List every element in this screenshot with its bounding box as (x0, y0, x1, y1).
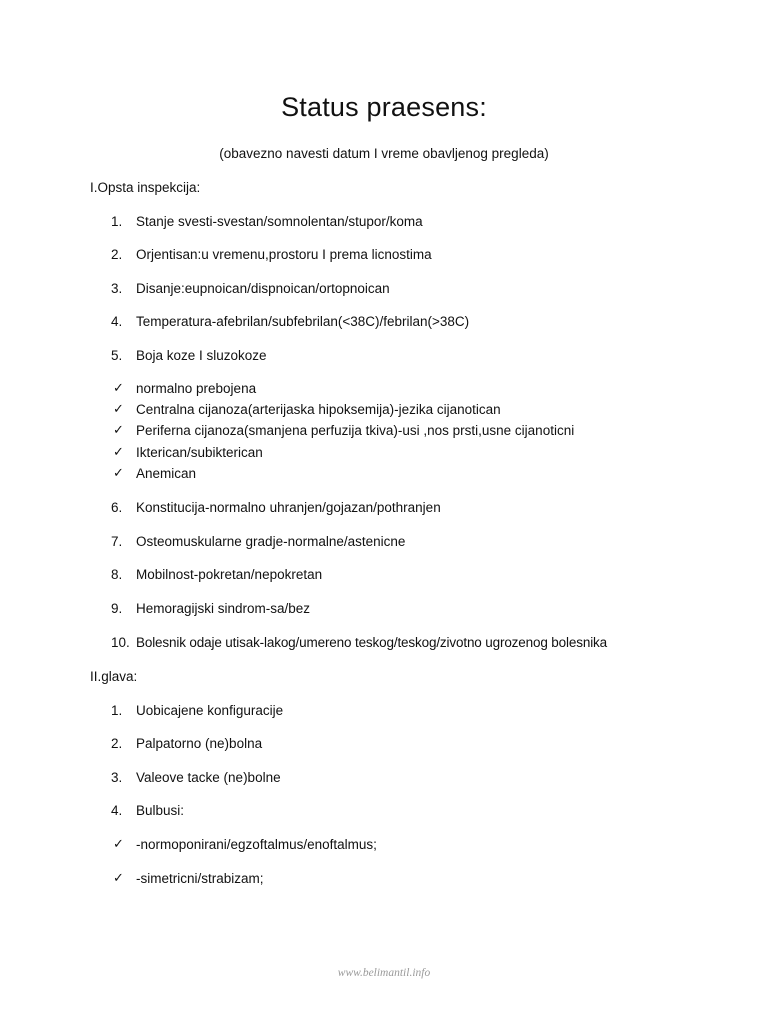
checkmark-icon: ✓ (113, 444, 124, 459)
check-text: Anemican (136, 466, 197, 481)
item-number: 1. (111, 703, 123, 718)
checkmark-icon: ✓ (113, 465, 124, 480)
item-text: Valeove tacke (ne)bolne (136, 770, 281, 785)
check-text: normalno prebojena (136, 381, 257, 396)
item-text: Temperatura-afebrilan/subfebrilan(<38C)/febrilan(>38C) (136, 314, 470, 329)
item-number: 1. (111, 214, 123, 229)
checkmark-icon: ✓ (113, 380, 124, 395)
item-text: Stanje svesti-svestan/somnolentan/stupor/koma (136, 214, 423, 229)
item-number: 2. (111, 247, 123, 262)
checkmark-icon: ✓ (113, 401, 124, 416)
item-text: Disanje:eupnoican/dispnoican/ortopnoican (136, 281, 390, 296)
item-text: Konstitucija-normalno uhranjen/gojazan/pothranjen (136, 500, 441, 515)
item-number: 6. (111, 500, 123, 515)
item-text: Boja koze I sluzokoze (136, 348, 267, 363)
check-text: -simetricni/strabizam; (136, 871, 264, 886)
checkmark-icon: ✓ (113, 870, 124, 885)
checkmark-icon: ✓ (113, 422, 124, 437)
item-number: 3. (111, 281, 123, 296)
item-number: 8. (111, 567, 123, 582)
checkmark-icon: ✓ (113, 836, 124, 851)
item-text: Bolesnik odaje utisak-lakog/umereno teskog/teskog/zivotno ugrozenog bolesnika (136, 635, 607, 650)
page-title: Status praesens: (281, 92, 487, 122)
item-number: 4. (111, 314, 123, 329)
check-text: Periferna cijanoza(smanjena perfuzija tkiva)-usi ,nos prsti,usne cijanoticni (136, 423, 575, 438)
item-text: Mobilnost-pokretan/nepokretan (136, 567, 323, 582)
check-text: -normoponirani/egzoftalmus/enoftalmus; (136, 837, 377, 852)
check-text: Ikterican/subikterican (136, 445, 263, 460)
item-number: 5. (111, 348, 123, 363)
item-number: 10. (111, 635, 130, 650)
item-text: Palpatorno (ne)bolna (136, 736, 263, 751)
item-number: 3. (111, 770, 123, 785)
item-number: 9. (111, 601, 123, 616)
section-heading-glava: II.glava: (90, 669, 138, 684)
section-heading-opsta-inspekcija: I.Opsta inspekcija: (90, 180, 201, 195)
item-text: Bulbusi: (136, 803, 185, 818)
item-text: Hemoragijski sindrom-sa/bez (136, 601, 311, 616)
item-number: 4. (111, 803, 123, 818)
item-text: Orjentisan:u vremenu,prostoru I prema licnostima (136, 247, 432, 262)
item-number: 7. (111, 534, 123, 549)
item-number: 2. (111, 736, 123, 751)
item-text: Osteomuskularne gradje-normalne/astenicne (136, 534, 406, 549)
item-text: Uobicajene konfiguracije (136, 703, 284, 718)
check-text: Centralna cijanoza(arterijaska hipoksemija)-jezika cijanotican (136, 402, 501, 417)
page-subtitle: (obavezno navesti datum I vreme obavljenog pregleda) (219, 146, 549, 161)
footer-watermark: www.belimantil.info (337, 967, 431, 979)
